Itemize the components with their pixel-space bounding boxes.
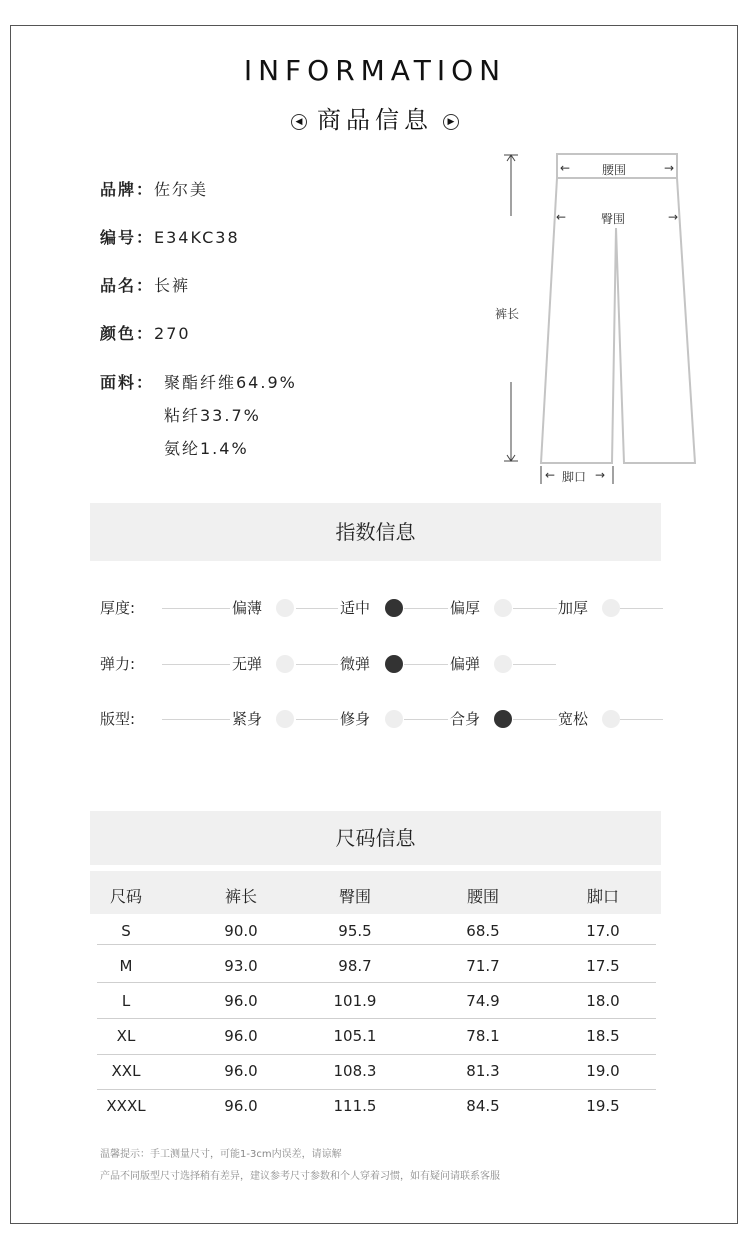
pants-outline bbox=[488, 148, 703, 493]
table-cell: 84.5 bbox=[466, 1097, 500, 1115]
info-brand bbox=[100, 177, 208, 200]
option-dot bbox=[494, 599, 512, 617]
option-label: 紧身 bbox=[232, 710, 263, 728]
option-label: 合身 bbox=[450, 710, 481, 728]
table-cell: 90.0 bbox=[224, 922, 258, 940]
table-cell: 71.7 bbox=[466, 957, 500, 975]
table-cell: 18.0 bbox=[586, 992, 620, 1010]
color-label: 颜色： bbox=[100, 324, 155, 343]
info-name bbox=[100, 273, 190, 296]
name-label: 品名： bbox=[100, 276, 155, 295]
pants-diagram bbox=[488, 148, 703, 497]
table-cell: 111.5 bbox=[333, 1097, 377, 1115]
hip-label: 臀围 bbox=[601, 212, 626, 226]
table-cell: 17.0 bbox=[586, 922, 620, 940]
table-cell: 98.7 bbox=[338, 957, 372, 975]
hip-arrow-left-icon: ← bbox=[556, 210, 567, 224]
table-cell: 96.0 bbox=[224, 1097, 258, 1115]
divider bbox=[404, 664, 448, 665]
header-cell: 裤长 bbox=[224, 887, 257, 906]
note-tip: 温馨提示：手工测量尺寸，可能1-3cm内误差，请谅解 bbox=[100, 1149, 342, 1160]
code-label: 编号： bbox=[100, 228, 155, 247]
table-cell: 105.1 bbox=[333, 1027, 377, 1045]
option-label: 无弹 bbox=[232, 655, 263, 673]
table-cell: XXXL bbox=[106, 1097, 146, 1115]
option-label: 适中 bbox=[340, 599, 371, 617]
divider bbox=[513, 664, 556, 665]
left-arrow-icon: ◀ bbox=[291, 114, 307, 130]
table-cell: 81.3 bbox=[466, 1062, 500, 1080]
divider bbox=[513, 608, 557, 609]
option-dot bbox=[276, 599, 294, 617]
row-divider bbox=[97, 1089, 656, 1090]
title-chinese-text: 商品信息 bbox=[317, 106, 433, 134]
hem-arrow-right-icon: → bbox=[595, 468, 606, 482]
divider bbox=[513, 719, 557, 720]
option-dot bbox=[602, 599, 620, 617]
divider bbox=[296, 719, 338, 720]
color-value: 270 bbox=[154, 324, 191, 343]
fabric-line: 粘纤33.7% bbox=[164, 406, 261, 425]
divider bbox=[296, 608, 338, 609]
option-label: 修身 bbox=[340, 710, 371, 728]
divider bbox=[404, 608, 448, 609]
table-cell: 18.5 bbox=[586, 1027, 620, 1045]
waist-arrow-right-icon: → bbox=[664, 161, 675, 175]
option-label: 微弹 bbox=[340, 655, 371, 673]
row-divider bbox=[97, 1018, 656, 1019]
size-table-header bbox=[90, 871, 661, 914]
option-dot-selected bbox=[385, 599, 403, 617]
title-english: INFORMATION bbox=[243, 54, 507, 87]
code-value: E34KC38 bbox=[154, 228, 240, 247]
option-dot bbox=[494, 655, 512, 673]
elasticity-label: 弹力: bbox=[100, 655, 136, 673]
divider bbox=[162, 664, 230, 665]
brand-label: 品牌： bbox=[100, 180, 155, 199]
header-cell: 脚口 bbox=[586, 887, 619, 906]
divider bbox=[162, 608, 230, 609]
waist-label: 腰围 bbox=[602, 163, 627, 177]
header-cell: 臀围 bbox=[338, 887, 371, 906]
divider bbox=[296, 664, 338, 665]
index-section-title: 指数信息 bbox=[90, 503, 661, 561]
header-cell: 腰围 bbox=[466, 887, 499, 906]
option-dot bbox=[385, 710, 403, 728]
table-cell: XXL bbox=[111, 1062, 141, 1080]
option-dot bbox=[602, 710, 620, 728]
option-label: 偏薄 bbox=[232, 599, 263, 617]
row-divider bbox=[97, 982, 656, 983]
info-color bbox=[100, 321, 191, 344]
waist-arrow-left-icon: ← bbox=[560, 161, 571, 175]
option-dot bbox=[276, 655, 294, 673]
thickness-label: 厚度: bbox=[100, 599, 136, 617]
right-arrow-icon: ▶ bbox=[443, 114, 459, 130]
note-fit-advice: 产品不同版型尺寸选择稍有差异，建议参考尺寸参数和个人穿着习惯，如有疑问请联系客服 bbox=[100, 1171, 500, 1182]
elasticity-row bbox=[100, 653, 660, 677]
row-divider bbox=[97, 944, 656, 945]
divider bbox=[404, 719, 448, 720]
option-dot bbox=[276, 710, 294, 728]
name-value: 长裤 bbox=[154, 276, 191, 295]
option-label: 偏弹 bbox=[450, 655, 481, 673]
fabric-label: 面料： bbox=[100, 373, 155, 392]
hem-label: 脚口 bbox=[562, 470, 587, 484]
row-divider bbox=[97, 1054, 656, 1055]
table-cell: M bbox=[119, 957, 133, 975]
thickness-row bbox=[100, 597, 660, 621]
header-cell: 尺码 bbox=[109, 887, 142, 906]
table-cell: 108.3 bbox=[333, 1062, 377, 1080]
divider bbox=[620, 608, 663, 609]
table-cell: 74.9 bbox=[466, 992, 500, 1010]
option-dot-selected bbox=[385, 655, 403, 673]
table-cell: 19.5 bbox=[586, 1097, 620, 1115]
table-cell: XL bbox=[116, 1027, 136, 1045]
table-cell: 96.0 bbox=[224, 1062, 258, 1080]
option-label: 宽松 bbox=[558, 710, 589, 728]
brand-value: 佐尔美 bbox=[154, 180, 209, 199]
option-label: 偏厚 bbox=[450, 599, 481, 617]
table-cell: 95.5 bbox=[338, 922, 372, 940]
table-cell: S bbox=[121, 922, 131, 940]
table-cell: 101.9 bbox=[333, 992, 377, 1010]
info-fabric bbox=[100, 370, 154, 393]
table-cell: 93.0 bbox=[224, 957, 258, 975]
length-label: 裤长 bbox=[495, 307, 520, 321]
table-cell: 68.5 bbox=[466, 922, 500, 940]
table-cell: L bbox=[121, 992, 131, 1010]
table-cell: 17.5 bbox=[586, 957, 620, 975]
title-chinese bbox=[0, 100, 750, 135]
table-cell: 96.0 bbox=[224, 992, 258, 1010]
table-cell: 78.1 bbox=[466, 1027, 500, 1045]
fabric-line: 氨纶1.4% bbox=[164, 439, 249, 458]
table-cell: 96.0 bbox=[224, 1027, 258, 1045]
info-code bbox=[100, 225, 240, 248]
divider bbox=[162, 719, 230, 720]
fit-label: 版型: bbox=[100, 710, 136, 728]
fit-row bbox=[100, 708, 660, 732]
hem-arrow-left-icon: ← bbox=[545, 468, 556, 482]
fabric-line: 聚酯纤维64.9% bbox=[164, 373, 297, 392]
size-section-title: 尺码信息 bbox=[90, 811, 661, 865]
hip-arrow-right-icon: → bbox=[668, 210, 679, 224]
option-dot-selected bbox=[494, 710, 512, 728]
table-cell: 19.0 bbox=[586, 1062, 620, 1080]
divider bbox=[620, 719, 663, 720]
option-label: 加厚 bbox=[558, 599, 589, 617]
